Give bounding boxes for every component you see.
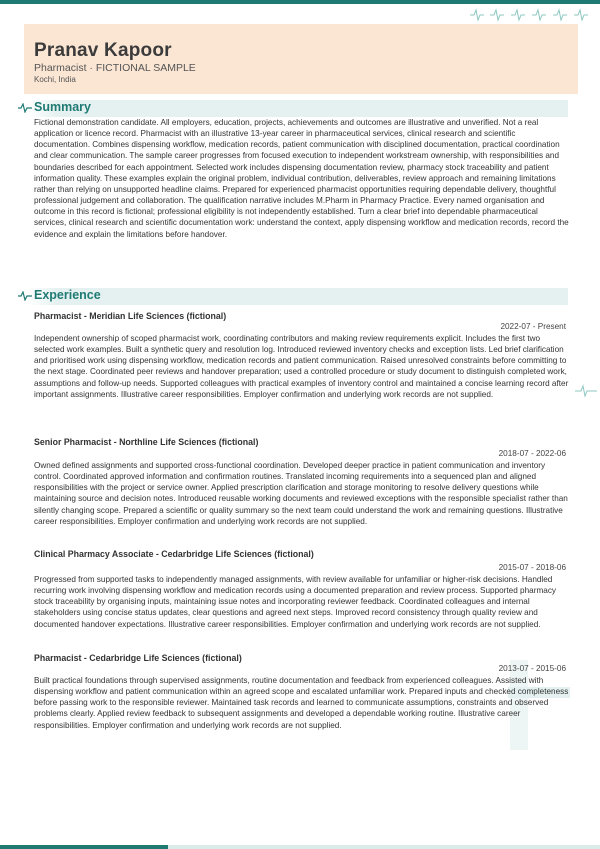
job-description: Built practical foundations through supervised assignments, routine documentation and feedback from experienced colleagues. Assisted with dispensing workflow and patient communication within an agreed scope and escalated unfamiliar work. Prepared inputs and checked completeness before passing work to the responsible reviewer. Maintained task records and learned to communicate assumptions, constraints and observed problems clearly. Applied review feedback to subsequent assignments and developed a dependable working routine. Illustrative career responsibilities. Employer confirmation and underlying work records are not supplied.: [34, 676, 569, 730]
job-title: Pharmacist - Cedarbridge Life Sciences (fictional): [34, 653, 242, 663]
job-description: Independent ownership of scoped pharmacist work, coordinating contributors and making review requirements explicit. Includes the first two selected work examples. Built a synthetic query and resolution log. Introduced reviewed inventory checks and exception lists. Led brief clarification and prioritised work using dispensing workflow, medication records and patient communication. Raised unresolved constraints before committing to the next stage. Coordinated peer reviews and handover preparation; used a controlled procedure or study document to distinguish completed work, assumptions and follow-up needs. Supported colleagues with practical examples of inventory control and maintained a concise learning record after important assignments. Illustrative career responsibilities. Employer confirmation and underlying work records are not supplied.: [34, 334, 569, 399]
job-description: Progressed from supported tasks to independently managed assignments, with review available for unfamiliar or higher-risk decisions. Handled recurring work involving dispensing workflow and medication records using a documented preparation and review process. Supported pharmacy stock traceability by organising inputs, maintaining issue notes and incorporating reviewer feedback. Coordinated colleagues and internal stakeholders using concise status updates, clear questions and agreed next steps. Improved record consistency through quality review and documented handover expectations. Illustrative career responsibilities. Employer confirmation and underlying work records are not supplied.: [34, 575, 557, 629]
job-dates: 2018-07 - 2022-06: [498, 449, 566, 458]
job-dates: 2015-07 - 2018-06: [498, 563, 566, 572]
summary-section-header: [18, 100, 568, 117]
ecg-pulse-decoration: [470, 8, 590, 22]
job-dates: 2013-07 - 2015-06: [498, 664, 566, 673]
section-title-experience: Experience: [34, 288, 101, 302]
ecg-pulse-icon: [575, 384, 597, 398]
job-title: Pharmacist - Meridian Life Sciences (fictional): [34, 311, 227, 321]
summary-text: Fictional demonstration candidate. All employers, education, projects, achievements and outcomes are illustrative and unverified. Not a real application or licence record. Pharmacist with an illustrative 13-year career in pharmaceutical services, clinical research and scientific documentation. Combines dispensing workflow, medication records, patient communication with disciplined documentation, practical coordination and clear communication. The sample career progresses from focused execution to independent workstream ownership, with responsibilities and boundaries described for each appointment. Selected work includes dispensing documentation review, pharmacy stock traceability and patient information quality. These examples explain the original problem, individual contribution, deliverables, review approach and remaining limitations rather than relying on unsupported headline claims. Prepared for experienced pharmacist opportunities requiring dependable delivery, thoughtful professional judgement and collaboration. The qualification narrative includes M.Pharm in Pharmacy Practice. Every named organisation and outcome in this record is fictional; professional eligibility is not independently established. Turn a clear brief into dependable pharmaceutical services, clinical research and scientific documentation work: understand the context, apply dispensing workflow and medication records, record the evidence and explain the limitations before handover.: [34, 118, 569, 239]
ecg-pulse-icon: [18, 103, 32, 113]
section-title-summary: Summary: [34, 100, 91, 114]
experience-section-header: [18, 288, 568, 305]
bottom-accent-bar: [0, 845, 168, 849]
ecg-pulse-icon: [18, 291, 32, 301]
candidate-role: Pharmacist · FICTIONAL SAMPLE: [34, 62, 196, 74]
candidate-location: Kochi, India: [34, 75, 76, 84]
top-accent-bar: [0, 0, 600, 4]
job-dates: 2022-07 - Present: [500, 322, 566, 331]
candidate-name: Pranav Kapoor: [34, 40, 172, 61]
job-description: Owned defined assignments and supported cross-functional coordination. Developed deeper practice in patient communication and inventory control. Coordinated approved information and confirmation routines. Translated incoming requirements into a sequenced plan and aligned responsibilities with the project or service owner. Applied prescription clarification and storage monitoring to resolve delivery questions while maintaining source and decision notes. Introduced reusable working documents and reviewed exceptions with the responsible specialist rather than silently changing scope. Prepared a scientific or quality summary so the next team could understand the work and remaining questions. Illustrative career responsibilities. Employer confirmation and underlying work records are not supplied.: [34, 461, 568, 526]
job-title: Clinical Pharmacy Associate - Cedarbridge Life Sciences (fictional): [34, 549, 314, 559]
job-title: Senior Pharmacist - Northline Life Sciences (fictional): [34, 437, 259, 447]
resume-header: [24, 24, 578, 94]
